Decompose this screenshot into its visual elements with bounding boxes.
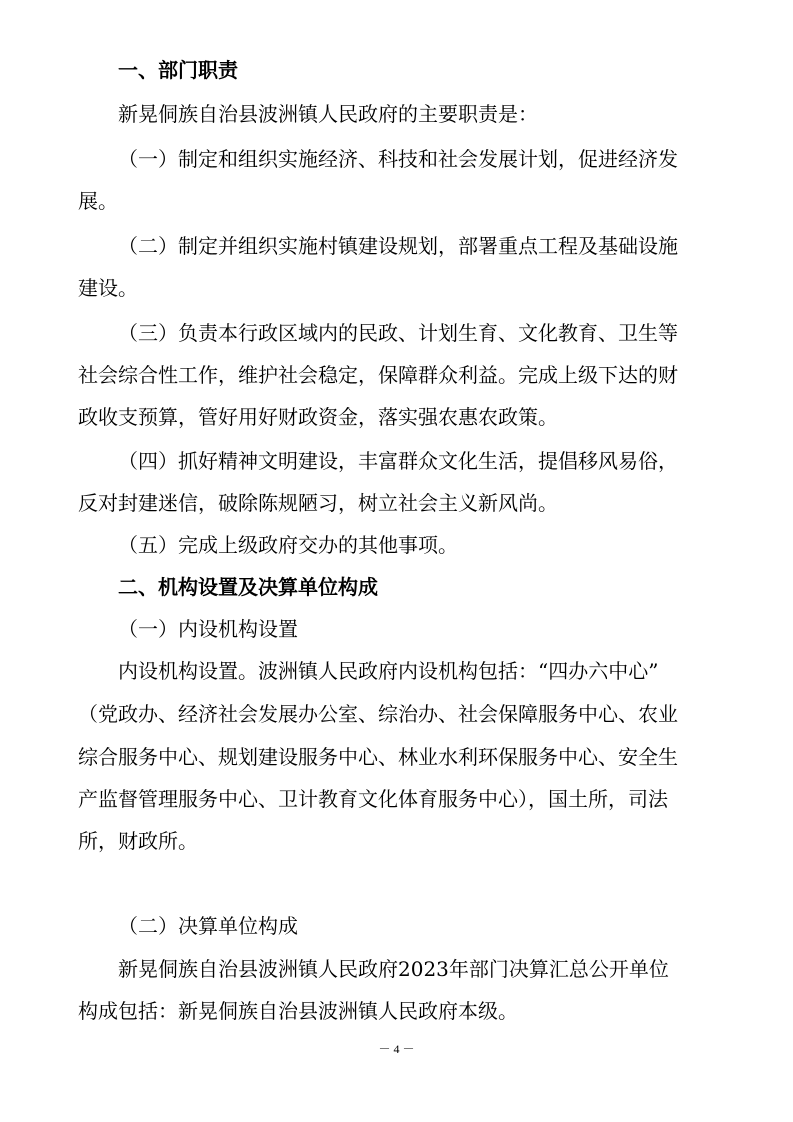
duty-2-line-1: （二）制定并组织实施村镇建设规划，部署重点工程及基础设施 — [118, 234, 678, 258]
subsection-title-internal: （一）内设机构设置 — [118, 617, 298, 641]
duty-3-line-2: 社会综合性工作，维护社会稳定，保障群众利益。完成上级下达的财 — [78, 363, 678, 387]
duty-3-line-1: （三）负责本行政区域内的民政、计划生育、文化教育、卫生等 — [118, 321, 678, 345]
duty-4-line-1: （四）抓好精神文明建设，丰富群众文化生活，提倡移风易俗， — [118, 449, 678, 473]
duty-3-line-3: 政收支预算，管好用好财政资金，落实强农惠农政策。 — [78, 405, 558, 429]
page-number: － 4 － — [378, 1042, 415, 1056]
duty-5-line-1: （五）完成上级政府交办的其他事项。 — [118, 533, 458, 557]
section-heading-duties: 一、部门职责 — [118, 58, 238, 82]
duty-4-line-2: 反对封建迷信，破除陈规陋习，树立社会主义新风尚。 — [78, 491, 558, 515]
section-heading-structure: 二、机构设置及决算单位构成 — [118, 575, 378, 599]
duty-2-line-2: 建设。 — [78, 276, 138, 300]
internal-paragraph-line-1: 内设机构设置。波洲镇人民政府内设机构包括：“四办六中心” — [118, 659, 659, 683]
units-paragraph-line-1: 新晃侗族自治县波洲镇人民政府2023年部门决算汇总公开单位 — [118, 957, 669, 981]
duty-1-line-2: 展。 — [78, 189, 118, 213]
internal-paragraph-line-5: 所，财政所。 — [78, 829, 198, 853]
internal-paragraph-line-4: 产监督管理服务中心、卫计教育文化体育服务中心），国土所，司法 — [78, 787, 668, 811]
subsection-title-units: （二）决算单位构成 — [118, 914, 298, 938]
units-paragraph-line-2: 构成包括：新晃侗族自治县波洲镇人民政府本级。 — [78, 999, 518, 1023]
intro-paragraph: 新晃侗族自治县波洲镇人民政府的主要职责是： — [118, 102, 538, 126]
internal-paragraph-line-2: （党政办、经济社会发展办公室、综治办、社会保障服务中心、农业 — [78, 702, 678, 726]
internal-paragraph-line-3: 综合服务中心、规划建设服务中心、林业水利环保服务中心、安全生 — [78, 745, 678, 769]
duty-1-line-1: （一）制定和组织实施经济、科技和社会发展计划，促进经济发 — [118, 147, 678, 171]
